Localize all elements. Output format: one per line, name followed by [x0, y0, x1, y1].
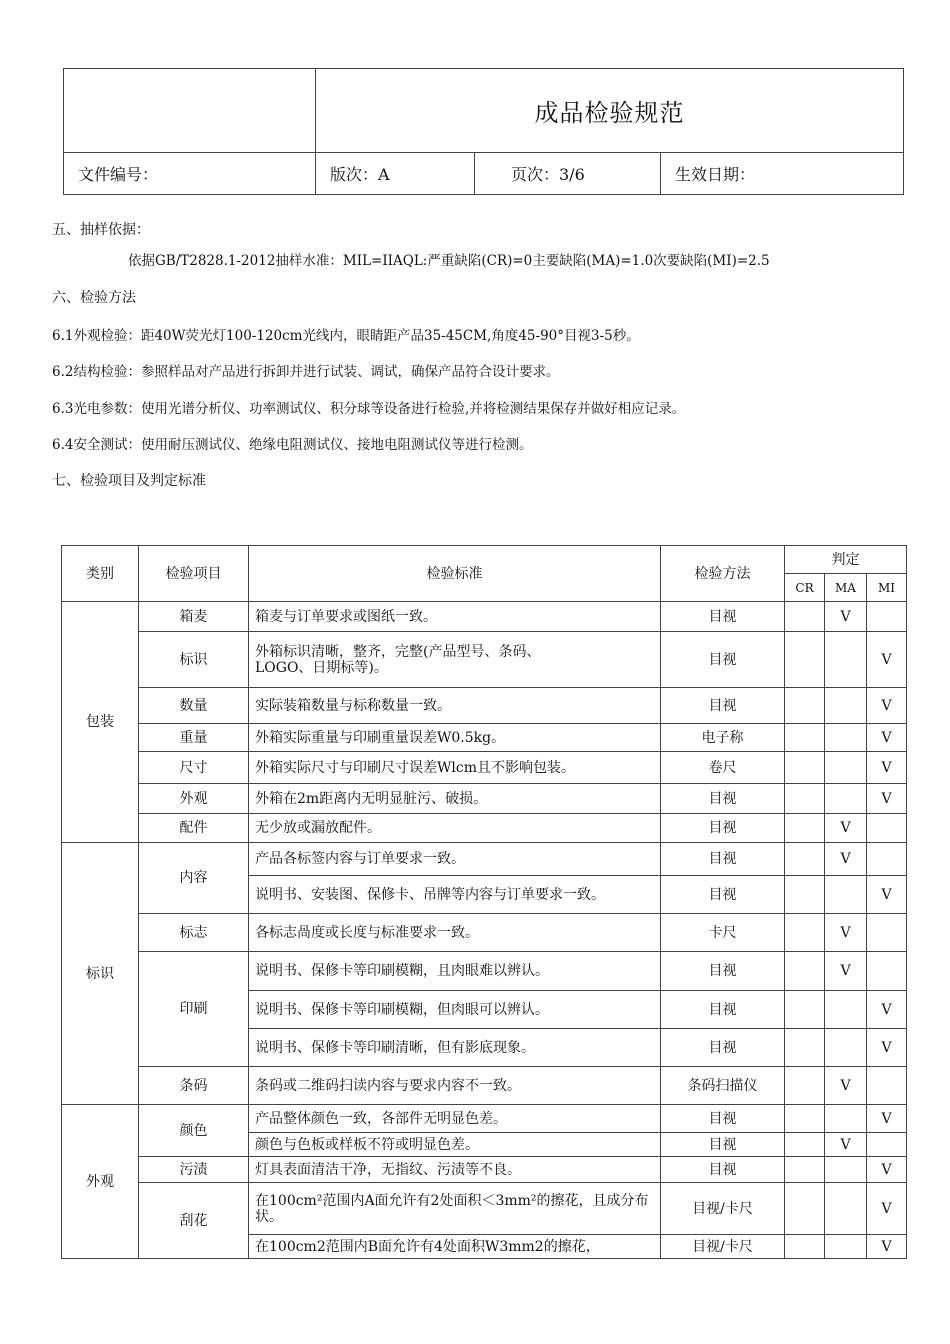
method-cell: 目视 — [661, 632, 785, 688]
col-mi: MI — [867, 574, 907, 602]
category-labeling: 标识 — [62, 843, 139, 1105]
effective-date: 生效日期： — [661, 153, 904, 195]
table-row — [62, 1105, 907, 1133]
ma-cell — [825, 724, 867, 752]
cr-cell — [785, 1157, 825, 1183]
inspection-table — [61, 545, 907, 1259]
mi-cell — [867, 843, 907, 876]
standard-cell: 说明书、保修卡等印刷模糊，但肉眼可以辨认。 — [249, 991, 661, 1029]
col-ma: MA — [825, 574, 867, 602]
method-6-1: 6.1外观检验：距40W荧光灯100-120cm光线内，眼睛距产品35-45CM,角度45-90°目视3-5秒。 — [52, 328, 640, 344]
section-6-title: 六、检验方法 — [52, 290, 136, 306]
cr-cell — [785, 688, 825, 724]
item-cell: 箱麦 — [139, 602, 249, 632]
section-7-title: 七、检验项目及判定标准 — [52, 473, 206, 489]
standard-cell: 灯具表面清洁干净，无指纹、污渍等不良。 — [249, 1157, 661, 1183]
cr-cell — [785, 752, 825, 784]
item-cell: 重量 — [139, 724, 249, 752]
version: 版次：A — [316, 153, 475, 195]
standard-cell: 说明书、安装图、保修卡、吊牌等内容与订单要求一致。 — [249, 876, 661, 914]
method-cell: 卷尺 — [661, 752, 785, 784]
method-cell: 条码扫描仪 — [661, 1067, 785, 1105]
logo-cell — [64, 69, 316, 153]
mi-cell: V — [867, 1105, 907, 1133]
cr-cell — [785, 784, 825, 814]
ma-cell — [825, 784, 867, 814]
standard-cell: 颜色与色板或样板不符或明显色差。 — [249, 1133, 661, 1157]
table-row — [62, 724, 907, 752]
mi-cell: V — [867, 688, 907, 724]
method-cell: 目视 — [661, 602, 785, 632]
cr-cell — [785, 602, 825, 632]
item-cell: 标识 — [139, 632, 249, 688]
ma-cell: V — [825, 914, 867, 952]
standard-cell: 各标志咼度或长度与标准要求一致。 — [249, 914, 661, 952]
method-cell: 目视 — [661, 843, 785, 876]
method-cell: 电子称 — [661, 724, 785, 752]
cr-cell — [785, 1133, 825, 1157]
page-title: 成品检验规范 — [316, 69, 904, 153]
standard-cell: 外箱实际尺寸与印刷尺寸误差Wlcm且不影响包装。 — [249, 752, 661, 784]
standard-cell: 外箱在2m距离内无明显脏污、破损。 — [249, 784, 661, 814]
ma-cell — [825, 688, 867, 724]
mi-cell: V — [867, 1235, 907, 1259]
mi-cell — [867, 952, 907, 991]
method-cell: 目视 — [661, 814, 785, 843]
doc-number: 文件编号： — [64, 153, 316, 195]
mi-cell — [867, 1133, 907, 1157]
method-cell: 目视 — [661, 1105, 785, 1133]
cr-cell — [785, 876, 825, 914]
ma-cell: V — [825, 814, 867, 843]
mi-cell: V — [867, 876, 907, 914]
table-row — [62, 602, 907, 632]
item-cell: 配件 — [139, 814, 249, 843]
mi-cell — [867, 814, 907, 843]
ma-cell: V — [825, 843, 867, 876]
standard-cell: 产品整体颜色一致，各部件无明显色差。 — [249, 1105, 661, 1133]
table-row — [62, 632, 907, 688]
item-cell: 数量 — [139, 688, 249, 724]
item-cell: 污渍 — [139, 1157, 249, 1183]
col-category: 类别 — [62, 546, 139, 602]
col-standard: 检验标准 — [249, 546, 661, 602]
col-judge: 判定 — [785, 546, 907, 574]
standard-cell: 在100cm2范围内B面允许有4处面积W3mm2的擦花， — [249, 1235, 661, 1259]
mi-cell: V — [867, 632, 907, 688]
method-cell: 目视 — [661, 688, 785, 724]
mi-cell: V — [867, 752, 907, 784]
method-6-4: 6.4安全测试：使用耐压测试仪、绝缘电阻测试仪、接地电阻测试仪等进行检测。 — [52, 437, 533, 453]
ma-cell: V — [825, 952, 867, 991]
method-cell: 目视 — [661, 784, 785, 814]
mi-cell: V — [867, 991, 907, 1029]
cr-cell — [785, 1067, 825, 1105]
table-row — [62, 914, 907, 952]
ma-cell: V — [825, 1133, 867, 1157]
ma-cell — [825, 1105, 867, 1133]
table-row — [62, 952, 907, 991]
mi-cell: V — [867, 784, 907, 814]
item-cell: 外观 — [139, 784, 249, 814]
page-number: 页次：3/6 — [475, 153, 661, 195]
mi-cell: V — [867, 1183, 907, 1235]
ma-cell — [825, 1157, 867, 1183]
mi-cell — [867, 914, 907, 952]
ma-cell — [825, 1235, 867, 1259]
mi-cell: V — [867, 1157, 907, 1183]
item-cell: 尺寸 — [139, 752, 249, 784]
table-row — [62, 1067, 907, 1105]
section-5-title: 五、抽样依据： — [52, 222, 150, 238]
category-packaging: 包装 — [62, 602, 139, 843]
col-cr: CR — [785, 574, 825, 602]
mi-cell — [867, 602, 907, 632]
standard-cell: 箱麦与订单要求或图纸一致。 — [249, 602, 661, 632]
cr-cell — [785, 724, 825, 752]
ma-cell — [825, 1029, 867, 1067]
method-cell: 目视 — [661, 952, 785, 991]
standard-cell: 在100cm²范围内A面允许有2处面积＜3mm²的擦花，且成分布状。 — [249, 1183, 661, 1235]
category-appearance: 外观 — [62, 1105, 139, 1259]
standard-cell: 说明书、保修卡等印刷模糊，且肉眼难以辨认。 — [249, 952, 661, 991]
cr-cell — [785, 1183, 825, 1235]
col-method: 检验方法 — [661, 546, 785, 602]
table-row — [62, 752, 907, 784]
standard-cell: 条码或二维码扫读内容与要求内容不一致。 — [249, 1067, 661, 1105]
item-cell: 条码 — [139, 1067, 249, 1105]
method-cell: 卡尺 — [661, 914, 785, 952]
mi-cell: V — [867, 724, 907, 752]
mi-cell — [867, 1067, 907, 1105]
cr-cell — [785, 952, 825, 991]
ma-cell — [825, 1183, 867, 1235]
standard-cell: 产品各标签内容与订单要求一致。 — [249, 843, 661, 876]
cr-cell — [785, 1105, 825, 1133]
item-cell: 标志 — [139, 914, 249, 952]
cr-cell — [785, 632, 825, 688]
ma-cell: V — [825, 602, 867, 632]
cr-cell — [785, 1029, 825, 1067]
ma-cell — [825, 632, 867, 688]
method-cell: 目视 — [661, 1157, 785, 1183]
cr-cell — [785, 914, 825, 952]
document-header — [63, 68, 904, 195]
standard-cell: 实际装箱数量与标称数量一致。 — [249, 688, 661, 724]
table-row — [62, 1157, 907, 1183]
method-cell: 目视 — [661, 876, 785, 914]
cr-cell — [785, 1235, 825, 1259]
standard-cell: 外箱标识清晰，整齐，完整(产品型号、条码、LOGO、日期标等)。 — [249, 632, 661, 688]
ma-cell: V — [825, 1067, 867, 1105]
item-cell: 印刷 — [139, 952, 249, 1067]
table-row — [62, 688, 907, 724]
method-6-2: 6.2结构检验：参照样品对产品进行拆卸并进行试装、调试，确保产品符合设计要求。 — [52, 364, 560, 380]
method-cell: 目视 — [661, 1133, 785, 1157]
ma-cell — [825, 991, 867, 1029]
col-item: 检验项目 — [139, 546, 249, 602]
ma-cell — [825, 752, 867, 784]
item-cell: 内容 — [139, 843, 249, 914]
method-cell: 目视/卡尺 — [661, 1183, 785, 1235]
standard-cell: 外箱实际重量与印刷重量误差W0.5kg。 — [249, 724, 661, 752]
method-cell: 目视 — [661, 991, 785, 1029]
mi-cell: V — [867, 1029, 907, 1067]
method-6-3: 6.3光电参数：使用光谱分析仪、功率测试仪、积分球等设备进行检验,并将检测结果保存并做好相应记录。 — [52, 401, 686, 417]
ma-cell — [825, 876, 867, 914]
table-row — [62, 814, 907, 843]
cr-cell — [785, 991, 825, 1029]
method-cell: 目视/卡尺 — [661, 1235, 785, 1259]
standard-cell: 无少放或漏放配件。 — [249, 814, 661, 843]
table-row — [62, 784, 907, 814]
item-cell: 颜色 — [139, 1105, 249, 1157]
standard-cell: 说明书、保修卡等印刷清晰，但有影底现象。 — [249, 1029, 661, 1067]
method-cell: 目视 — [661, 1029, 785, 1067]
table-row — [62, 843, 907, 876]
sampling-basis: 依据GB/T2828.1-2012抽样水准：MIL=IIAQL:严重缺陷(CR)=0主要缺陷(MA)=1.0次要缺陷(MI)=2.5 — [128, 253, 770, 269]
item-cell: 刮花 — [139, 1183, 249, 1259]
cr-cell — [785, 843, 825, 876]
table-row — [62, 1183, 907, 1235]
cr-cell — [785, 814, 825, 843]
